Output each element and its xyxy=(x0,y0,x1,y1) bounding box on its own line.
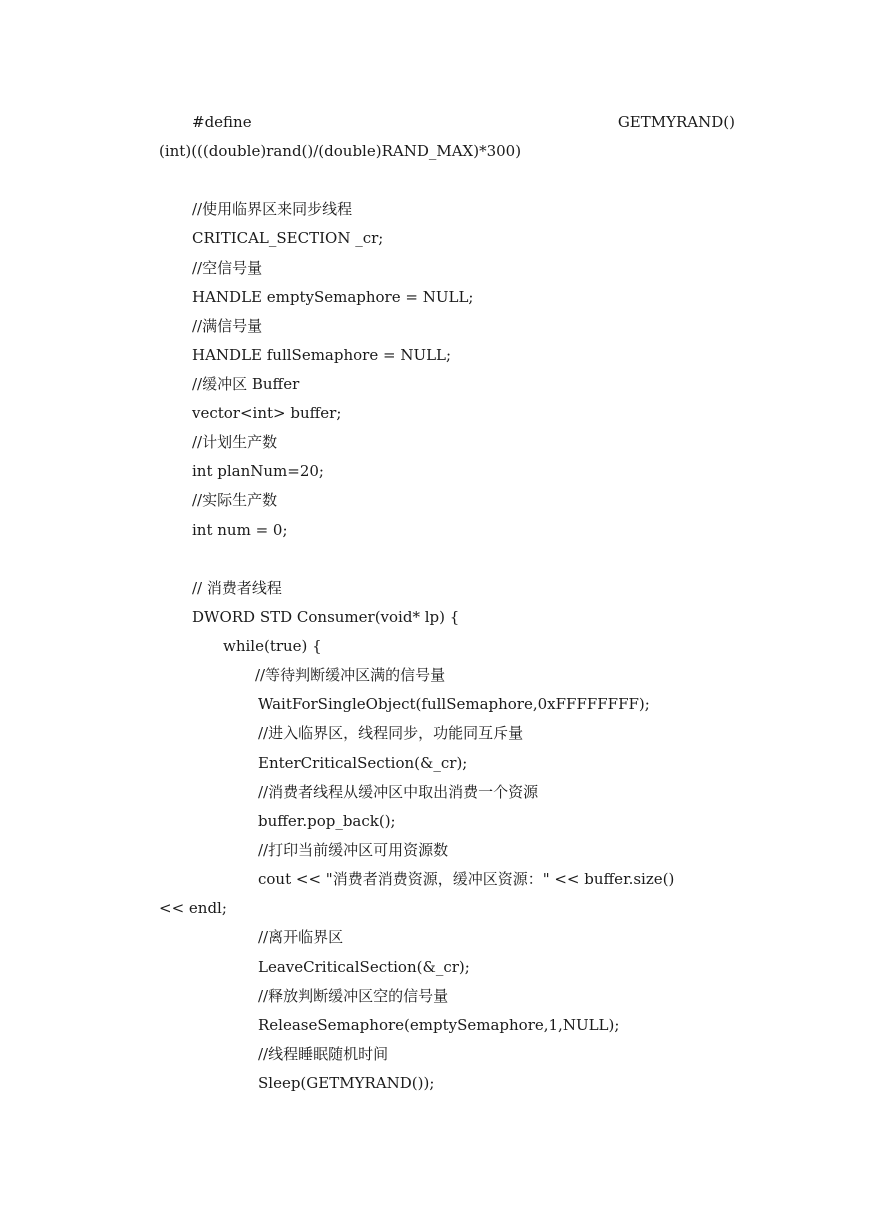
comment-print-resources: //打印当前缓冲区可用资源数 xyxy=(258,841,449,859)
consumer-function-signature: DWORD STD Consumer(void* lp) { xyxy=(192,608,460,626)
comment-consumer-thread: // 消费者线程 xyxy=(192,579,282,597)
comment-leave-critical: //离开临界区 xyxy=(258,928,344,946)
sleep-call: Sleep(GETMYRAND()); xyxy=(258,1074,435,1092)
comment-empty-semaphore: //空信号量 xyxy=(192,259,263,277)
buffer-declaration: vector<int> buffer; xyxy=(192,404,342,422)
define-body: (int)(((double)rand()/(double)RAND_MAX)*300) xyxy=(159,142,522,160)
num-declaration: int num = 0; xyxy=(192,521,288,539)
comment-buffer: //缓冲区 Buffer xyxy=(192,375,300,393)
critical-section-declaration: CRITICAL_SECTION _cr; xyxy=(192,229,384,247)
comment-actual-number: //实际生产数 xyxy=(192,491,278,509)
full-semaphore-declaration: HANDLE fullSemaphore = NULL; xyxy=(192,346,452,364)
empty-semaphore-declaration: HANDLE emptySemaphore = NULL; xyxy=(192,288,474,306)
define-keyword: #define xyxy=(192,113,252,131)
release-semaphore-call: ReleaseSemaphore(emptySemaphore,1,NULL); xyxy=(258,1016,620,1034)
comment-full-semaphore: //满信号量 xyxy=(192,317,263,335)
define-macro-name: GETMYRAND() xyxy=(617,113,735,131)
wait-call: WaitForSingleObject(fullSemaphore,0xFFFFFFFF); xyxy=(258,695,650,713)
comment-critical-section: //使用临界区来同步线程 xyxy=(192,200,353,218)
plan-number-declaration: int planNum=20; xyxy=(192,462,324,480)
while-loop: while(true) { xyxy=(223,637,322,655)
cout-statement: cout << "消费者消费资源，缓冲区资源：" << buffer.size() xyxy=(258,870,675,888)
comment-take-resource: //消费者线程从缓冲区中取出消费一个资源 xyxy=(258,783,539,801)
pop-back-call: buffer.pop_back(); xyxy=(258,812,396,830)
leave-critical-call: LeaveCriticalSection(&_cr); xyxy=(258,958,470,976)
enter-critical-call: EnterCriticalSection(&_cr); xyxy=(258,754,468,772)
cout-continuation: << endl; xyxy=(159,899,227,917)
comment-plan-number: //计划生产数 xyxy=(192,433,278,451)
comment-sleep: //线程睡眠随机时间 xyxy=(258,1045,389,1063)
comment-enter-critical: //进入临界区，线程同步，功能同互斥量 xyxy=(258,724,524,742)
comment-wait: //等待判断缓冲区满的信号量 xyxy=(255,666,446,684)
comment-release-semaphore: //释放判断缓冲区空的信号量 xyxy=(258,987,449,1005)
